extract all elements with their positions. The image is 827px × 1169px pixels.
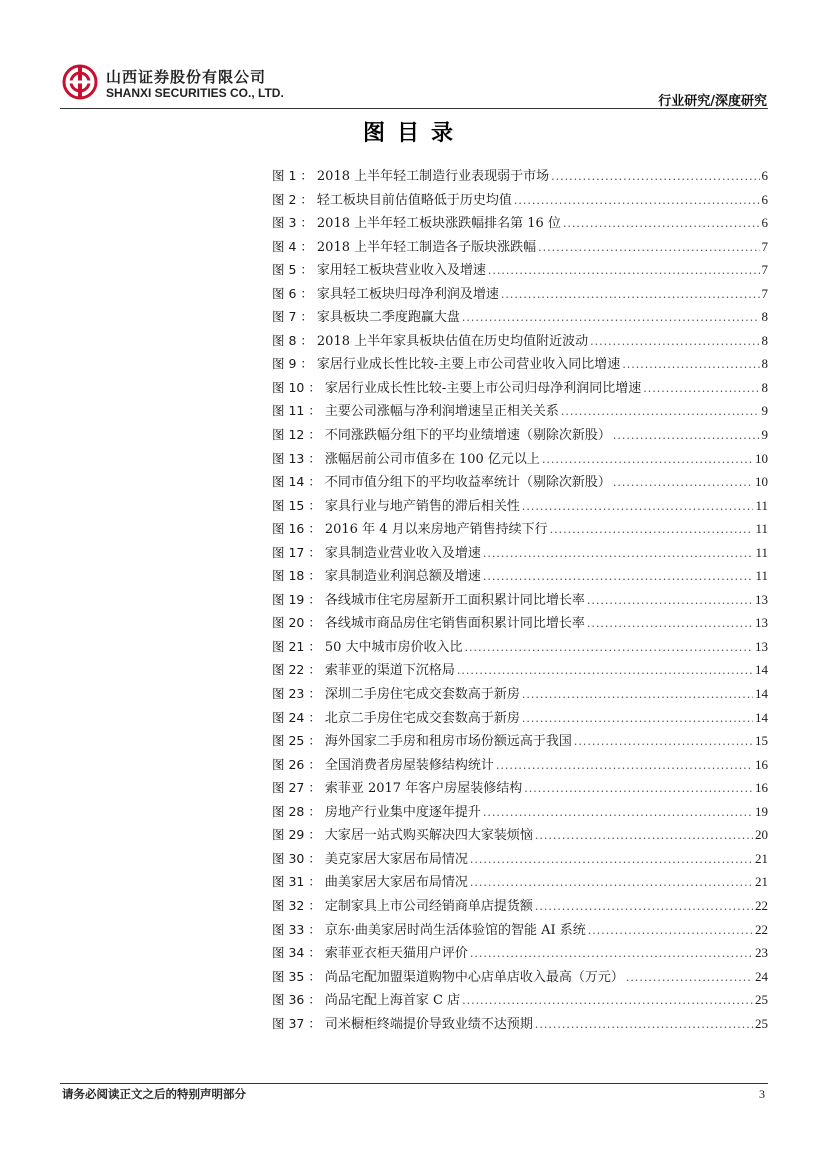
figure-page-number: 21 xyxy=(755,850,768,866)
figure-label: 图 34 ： xyxy=(272,945,321,961)
dot-leader xyxy=(462,994,753,1007)
figure-title: 2018 上半年轻工制造行业表现弱于市场 xyxy=(316,169,550,184)
figure-page-number: 6 xyxy=(761,215,768,231)
dot-leader xyxy=(522,688,753,701)
dot-leader xyxy=(470,853,753,866)
toc-entry[interactable] xyxy=(272,589,768,613)
toc-entry[interactable] xyxy=(272,259,768,283)
toc-entry[interactable] xyxy=(272,895,768,919)
toc-entry[interactable] xyxy=(272,801,768,825)
toc-entry[interactable] xyxy=(272,848,768,872)
figure-title: 房地产行业集中度逐年提升 xyxy=(324,804,481,820)
company-logo-icon xyxy=(62,64,98,100)
figure-page-number: 15 xyxy=(755,733,768,749)
toc-entry[interactable] xyxy=(272,730,768,754)
dot-leader xyxy=(563,217,760,230)
figure-page-number: 20 xyxy=(755,827,768,843)
figure-title: 深圳二手房住宅成交套数高于新房 xyxy=(324,687,520,703)
toc-entry[interactable] xyxy=(272,212,768,236)
toc-entry[interactable] xyxy=(272,1013,768,1037)
figure-label: 图 14 ： xyxy=(272,474,321,490)
dot-leader xyxy=(501,288,760,301)
figure-label: 图 13 ： xyxy=(272,450,321,466)
figure-label: 图 25 ： xyxy=(272,733,321,749)
figure-label: 图 23 ： xyxy=(272,686,321,702)
footer-divider xyxy=(60,1083,768,1084)
figure-title: 索菲亚 2017 年客户房屋装修结构 xyxy=(324,781,523,797)
figure-title: 全国消费者房屋装修结构统计 xyxy=(324,757,494,773)
figure-page-number: 13 xyxy=(755,591,768,607)
figure-label: 图 22 ： xyxy=(272,662,321,678)
dot-leader xyxy=(457,664,753,677)
toc-entry[interactable] xyxy=(272,565,768,589)
figure-page-number: 16 xyxy=(755,780,768,796)
dot-leader xyxy=(483,547,754,560)
toc-entry[interactable] xyxy=(272,659,768,683)
figure-page-number: 14 xyxy=(755,709,768,725)
figure-title: 家具行业与地产销售的滞后相关性 xyxy=(324,498,520,514)
toc-entry[interactable] xyxy=(272,683,768,707)
figure-page-number: 14 xyxy=(755,662,768,678)
toc-entry[interactable] xyxy=(272,448,768,472)
figure-label: 图 19 ： xyxy=(272,591,321,607)
dot-leader xyxy=(574,735,753,748)
figure-page-number: 10 xyxy=(755,450,768,466)
figure-label: 图 26 ： xyxy=(272,756,321,772)
toc-entry[interactable] xyxy=(272,165,768,189)
dot-leader xyxy=(587,594,753,607)
dot-leader xyxy=(643,382,759,395)
toc-entry[interactable] xyxy=(272,542,768,566)
figure-title: 各线城市住宅房屋新开工面积累计同比增长率 xyxy=(324,592,585,608)
figure-title: 家具轻工板块归母净利润及增速 xyxy=(316,286,499,302)
figure-title: 主要公司涨幅与净利润增速呈正相关关系 xyxy=(324,404,559,420)
toc-entry[interactable] xyxy=(272,966,768,990)
dot-leader xyxy=(542,453,753,466)
figure-title: 不同市值分组下的平均收益率统计（剔除次新股） xyxy=(324,475,611,491)
dot-leader xyxy=(561,405,760,418)
figure-label: 图 12 ： xyxy=(272,427,321,443)
dot-leader xyxy=(538,241,759,254)
figure-page-number: 11 xyxy=(755,497,768,513)
dot-leader xyxy=(535,900,753,913)
dot-leader xyxy=(488,264,760,277)
figure-title: 各线城市商品房住宅销售面积累计同比增长率 xyxy=(324,616,585,632)
company-name-cn: 山西证券股份有限公司 xyxy=(106,68,267,86)
dot-leader xyxy=(535,1018,753,1031)
figure-label: 图 10 ： xyxy=(272,379,321,395)
figure-title: 家具制造业利润总额及增速 xyxy=(324,569,481,585)
figure-title: 2018 上半年轻工制造各子版块涨跌幅 xyxy=(316,239,537,255)
dot-leader xyxy=(550,523,754,536)
figure-title: 海外国家二手房和租房市场份额远高于我国 xyxy=(324,734,572,750)
figure-title: 索菲亚的渠道下沉格局 xyxy=(324,663,455,679)
figure-title: 定制家具上市公司经销商单店提货额 xyxy=(324,898,533,914)
dot-leader xyxy=(462,311,760,324)
figure-page-number: 25 xyxy=(755,992,768,1008)
toc-entry[interactable] xyxy=(272,518,768,542)
toc-entry[interactable] xyxy=(272,189,768,213)
figure-title: 家具板块二季度跑赢大盘 xyxy=(316,310,460,326)
figure-label: 图 8 ： xyxy=(272,332,313,348)
figure-label: 图 21 ： xyxy=(272,638,321,654)
page-number: 3 xyxy=(759,1087,765,1101)
figure-title: 2018 上半年家具板块估值在历史均值附近波动 xyxy=(316,333,589,349)
figure-page-number: 21 xyxy=(755,874,768,890)
figure-page-number: 16 xyxy=(755,756,768,772)
toc-entry[interactable] xyxy=(272,942,768,966)
figure-title: 司米橱柜终端提价导致业绩不达预期 xyxy=(324,1016,533,1032)
report-category: 行业研究/深度研究 xyxy=(658,94,767,109)
dot-leader xyxy=(551,170,759,183)
toc-entry[interactable] xyxy=(272,424,768,448)
figure-page-number: 10 xyxy=(755,474,768,490)
toc-title: 图目录 xyxy=(362,121,465,146)
figure-label: 图 11 ： xyxy=(272,403,321,419)
dot-leader xyxy=(470,876,753,889)
figure-page-number: 8 xyxy=(761,332,768,348)
toc-entry[interactable] xyxy=(272,353,768,377)
toc-entry[interactable] xyxy=(272,754,768,778)
figure-title: 涨幅居前公司市值多在 100 亿元以上 xyxy=(324,451,540,467)
figure-page-number: 14 xyxy=(755,686,768,702)
dot-leader xyxy=(483,806,753,819)
dot-leader xyxy=(465,641,753,654)
toc-entry[interactable] xyxy=(272,236,768,260)
toc-entry[interactable] xyxy=(272,400,768,424)
toc-entry[interactable] xyxy=(272,471,768,495)
dot-leader xyxy=(622,358,759,371)
toc-entry[interactable] xyxy=(272,306,768,330)
page-header xyxy=(0,0,827,112)
figure-page-number: 22 xyxy=(755,897,768,913)
dot-leader xyxy=(613,429,760,442)
dot-leader xyxy=(496,759,753,772)
figure-title: 2016 年 4 月以来房地产销售持续下行 xyxy=(324,522,548,538)
figure-title: 京东·曲美家居时尚生活体验馆的智能 AI 系统 xyxy=(324,922,586,938)
figure-label: 图 24 ： xyxy=(272,709,321,725)
figure-page-number: 11 xyxy=(755,568,768,584)
figure-title: 美克家居大家居布局情况 xyxy=(324,851,468,867)
toc-entry[interactable] xyxy=(272,636,768,660)
dot-leader xyxy=(613,476,753,489)
figure-label: 图 1 ： xyxy=(272,168,313,183)
figure-page-number: 25 xyxy=(755,1015,768,1031)
header-divider xyxy=(60,108,768,109)
disclaimer-note: 请务必阅读正文之后的特别声明部分 xyxy=(62,1087,246,1101)
dot-leader xyxy=(535,829,753,842)
toc-entry[interactable] xyxy=(272,495,768,519)
figure-label: 图 37 ： xyxy=(272,1015,321,1031)
figure-label: 图 16 ： xyxy=(272,521,321,537)
figure-label: 图 18 ： xyxy=(272,568,321,584)
figure-label: 图 15 ： xyxy=(272,497,321,513)
toc-entry[interactable] xyxy=(272,871,768,895)
dot-leader xyxy=(522,712,753,725)
figure-page-number: 24 xyxy=(755,968,768,984)
toc-entry[interactable] xyxy=(272,824,768,848)
figure-title: 家居行业成长性比较-主要上市公司归母净利润同比增速 xyxy=(324,380,642,396)
figure-page-number: 9 xyxy=(761,427,768,443)
figure-title: 50 大中城市房价收入比 xyxy=(324,639,463,655)
figure-page-number: 13 xyxy=(755,638,768,654)
toc-entry[interactable] xyxy=(272,612,768,636)
figure-page-number: 6 xyxy=(761,168,768,183)
figure-title: 曲美家居大家居布局情况 xyxy=(324,875,468,891)
dot-leader xyxy=(470,947,753,960)
figure-page-number: 22 xyxy=(755,921,768,937)
figure-label: 图 31 ： xyxy=(272,874,321,890)
figure-page-number: 11 xyxy=(755,544,768,560)
figure-label: 图 30 ： xyxy=(272,850,321,866)
figure-label: 图 27 ： xyxy=(272,780,321,796)
figure-page-number: 8 xyxy=(761,356,768,372)
figure-label: 图 28 ： xyxy=(272,803,321,819)
figure-label: 图 35 ： xyxy=(272,968,321,984)
figure-list xyxy=(272,165,768,1036)
figure-label: 图 7 ： xyxy=(272,309,313,325)
figure-label: 图 32 ： xyxy=(272,897,321,913)
dot-leader xyxy=(588,924,753,937)
figure-page-number: 13 xyxy=(755,615,768,631)
figure-page-number: 9 xyxy=(761,403,768,419)
toc-entry[interactable] xyxy=(272,989,768,1013)
figure-label: 图 9 ： xyxy=(272,356,313,372)
figure-title: 尚品宅配上海首家 C 店 xyxy=(324,993,461,1009)
figure-title: 大家居一站式购买解决四大家装烦恼 xyxy=(324,828,533,844)
figure-label: 图 36 ： xyxy=(272,992,321,1008)
dot-leader xyxy=(587,617,753,630)
figure-label: 图 29 ： xyxy=(272,827,321,843)
toc-entry[interactable] xyxy=(272,377,768,401)
figure-title: 尚品宅配加盟渠道购物中心店单店收入最高（万元） xyxy=(324,969,624,985)
dot-leader xyxy=(483,570,754,583)
dot-leader xyxy=(522,500,754,513)
figure-title: 索菲亚衣柜天猫用户评价 xyxy=(324,946,468,962)
figure-title: 家用轻工板块营业收入及增速 xyxy=(316,263,486,279)
toc-entry[interactable] xyxy=(272,330,768,354)
figure-page-number: 11 xyxy=(755,521,768,537)
toc-entry[interactable] xyxy=(272,707,768,731)
figure-label: 图 17 ： xyxy=(272,544,321,560)
figure-page-number: 23 xyxy=(755,945,768,961)
figure-label: 图 5 ： xyxy=(272,262,313,278)
figure-label: 图 33 ： xyxy=(272,921,321,937)
figure-title: 不同涨跌幅分组下的平均业绩增速（剔除次新股） xyxy=(324,428,611,444)
figure-page-number: 7 xyxy=(761,238,768,254)
figure-page-number: 8 xyxy=(761,309,768,325)
figure-title: 北京二手房住宅成交套数高于新房 xyxy=(324,710,520,726)
toc-entry[interactable] xyxy=(272,283,768,307)
figure-label: 图 2 ： xyxy=(272,191,313,207)
figure-title: 家居行业成长性比较-主要上市公司营业收入同比增速 xyxy=(316,357,621,373)
figure-page-number: 8 xyxy=(761,379,768,395)
figure-page-number: 7 xyxy=(761,285,768,301)
dot-leader xyxy=(514,194,760,207)
figure-label: 图 3 ： xyxy=(272,215,313,231)
figure-title: 轻工板块目前估值略低于历史均值 xyxy=(316,192,512,208)
figure-page-number: 6 xyxy=(761,191,768,207)
figure-page-number: 19 xyxy=(755,803,768,819)
dot-leader xyxy=(626,971,753,984)
toc-entry[interactable] xyxy=(272,919,768,943)
dot-leader xyxy=(590,335,759,348)
figure-label: 图 20 ： xyxy=(272,615,321,631)
dot-leader xyxy=(524,782,753,795)
company-name-en: SHANXI SECURITIES CO., LTD. xyxy=(106,86,284,100)
figure-title: 家具制造业营业收入及增速 xyxy=(324,545,481,561)
figure-label: 图 4 ： xyxy=(272,238,313,254)
toc-entry[interactable] xyxy=(272,777,768,801)
figure-label: 图 6 ： xyxy=(272,285,313,301)
figure-title: 2018 上半年轻工板块涨跌幅排名第 16 位 xyxy=(316,216,561,232)
figure-page-number: 7 xyxy=(761,262,768,278)
